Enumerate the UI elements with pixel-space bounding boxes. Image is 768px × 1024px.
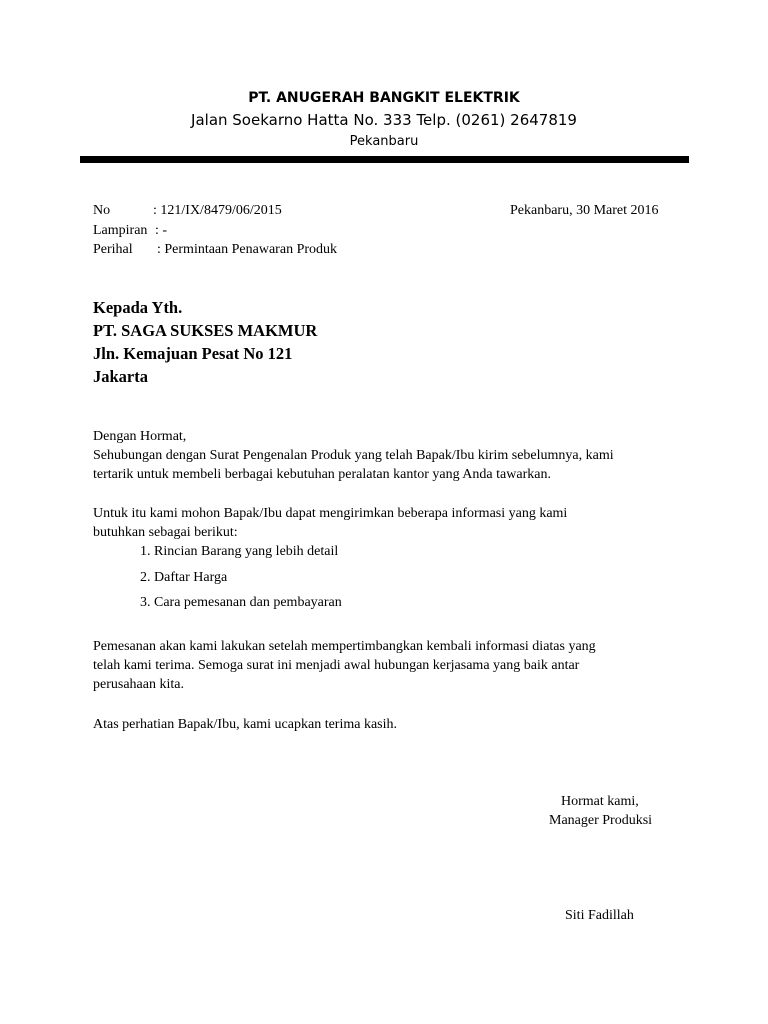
list-item: 1. Rincian Barang yang lebih detail [140, 544, 339, 559]
recipient-city: Jakarta [93, 367, 148, 386]
list-item: 3. Cara pemesanan dan pembayaran [140, 595, 342, 610]
paragraph-1-line-2: tertarik untuk membeli berbagai kebutuhan peralatan kantor yang Anda tawarkan. [93, 467, 551, 482]
paragraph-4: Atas perhatian Bapak/Ibu, kami ucapkan terima kasih. [93, 717, 398, 732]
closing-salutation: Hormat kami, [561, 794, 639, 809]
letterhead [0, 88, 768, 152]
paragraph-1-line-1: Sehubungan dengan Surat Pengenalan Produk yang telah Bapak/Ibu kirim sebelumnya, kami [93, 448, 614, 463]
paragraph-3-line-2: telah kami terima. Semoga surat ini menjadi awal hubungan kerjasama yang baik antar [93, 658, 580, 673]
paragraph-2-line-1: Untuk itu kami mohon Bapak/Ibu dapat mengirimkan beberapa informasi yang kami [93, 506, 568, 521]
signer-name: Siti Fadillah [565, 908, 634, 923]
greeting-and-paragraph-1 [93, 427, 614, 484]
no-label: No [93, 203, 111, 218]
letter-date: Pekanbaru, 30 Maret 2016 [510, 203, 659, 218]
letterhead-divider [80, 156, 689, 163]
recipient-block [93, 296, 317, 388]
recipient-salutation: Kepada Yth. [93, 298, 183, 317]
paragraph-3-line-1: Pemesanan akan kami lakukan setelah mempertimbangkan kembali informasi diatas yang [93, 639, 596, 654]
lampiran-label: Lampiran [93, 222, 148, 238]
paragraph-2 [93, 504, 567, 542]
perihal-label: Perihal [93, 242, 133, 257]
recipient-company: PT. SAGA SUKSES MAKMUR [93, 321, 318, 340]
lampiran-value: : - [155, 222, 168, 238]
no-value: : 121/IX/8479/06/2015 [153, 203, 282, 218]
letter-meta [93, 201, 338, 260]
company-address: Jalan Soekarno Hatta No. 333 Telp. (0261) 2647819 [191, 111, 577, 129]
recipient-street: Jln. Kemajuan Pesat No 121 [93, 344, 293, 363]
meta-row-perihal [93, 240, 338, 260]
company-name: PT. ANUGERAH BANGKIT ELEKTRIK [248, 90, 520, 106]
paragraph-3 [93, 637, 596, 694]
company-city: Pekanbaru [349, 134, 419, 149]
perihal-value: : Permintaan Penawaran Produk [157, 242, 338, 257]
greeting: Dengan Hormat, [93, 429, 187, 444]
meta-row-lampiran [93, 221, 168, 241]
paragraph-2-line-2: butuhkan sebagai berikut: [93, 525, 238, 540]
signer-position: Manager Produksi [549, 813, 653, 828]
paragraph-3-line-3: perusahaan kita. [93, 677, 184, 692]
request-list [140, 542, 342, 619]
meta-row-no [93, 201, 282, 221]
list-item: 2. Daftar Harga [140, 569, 228, 585]
